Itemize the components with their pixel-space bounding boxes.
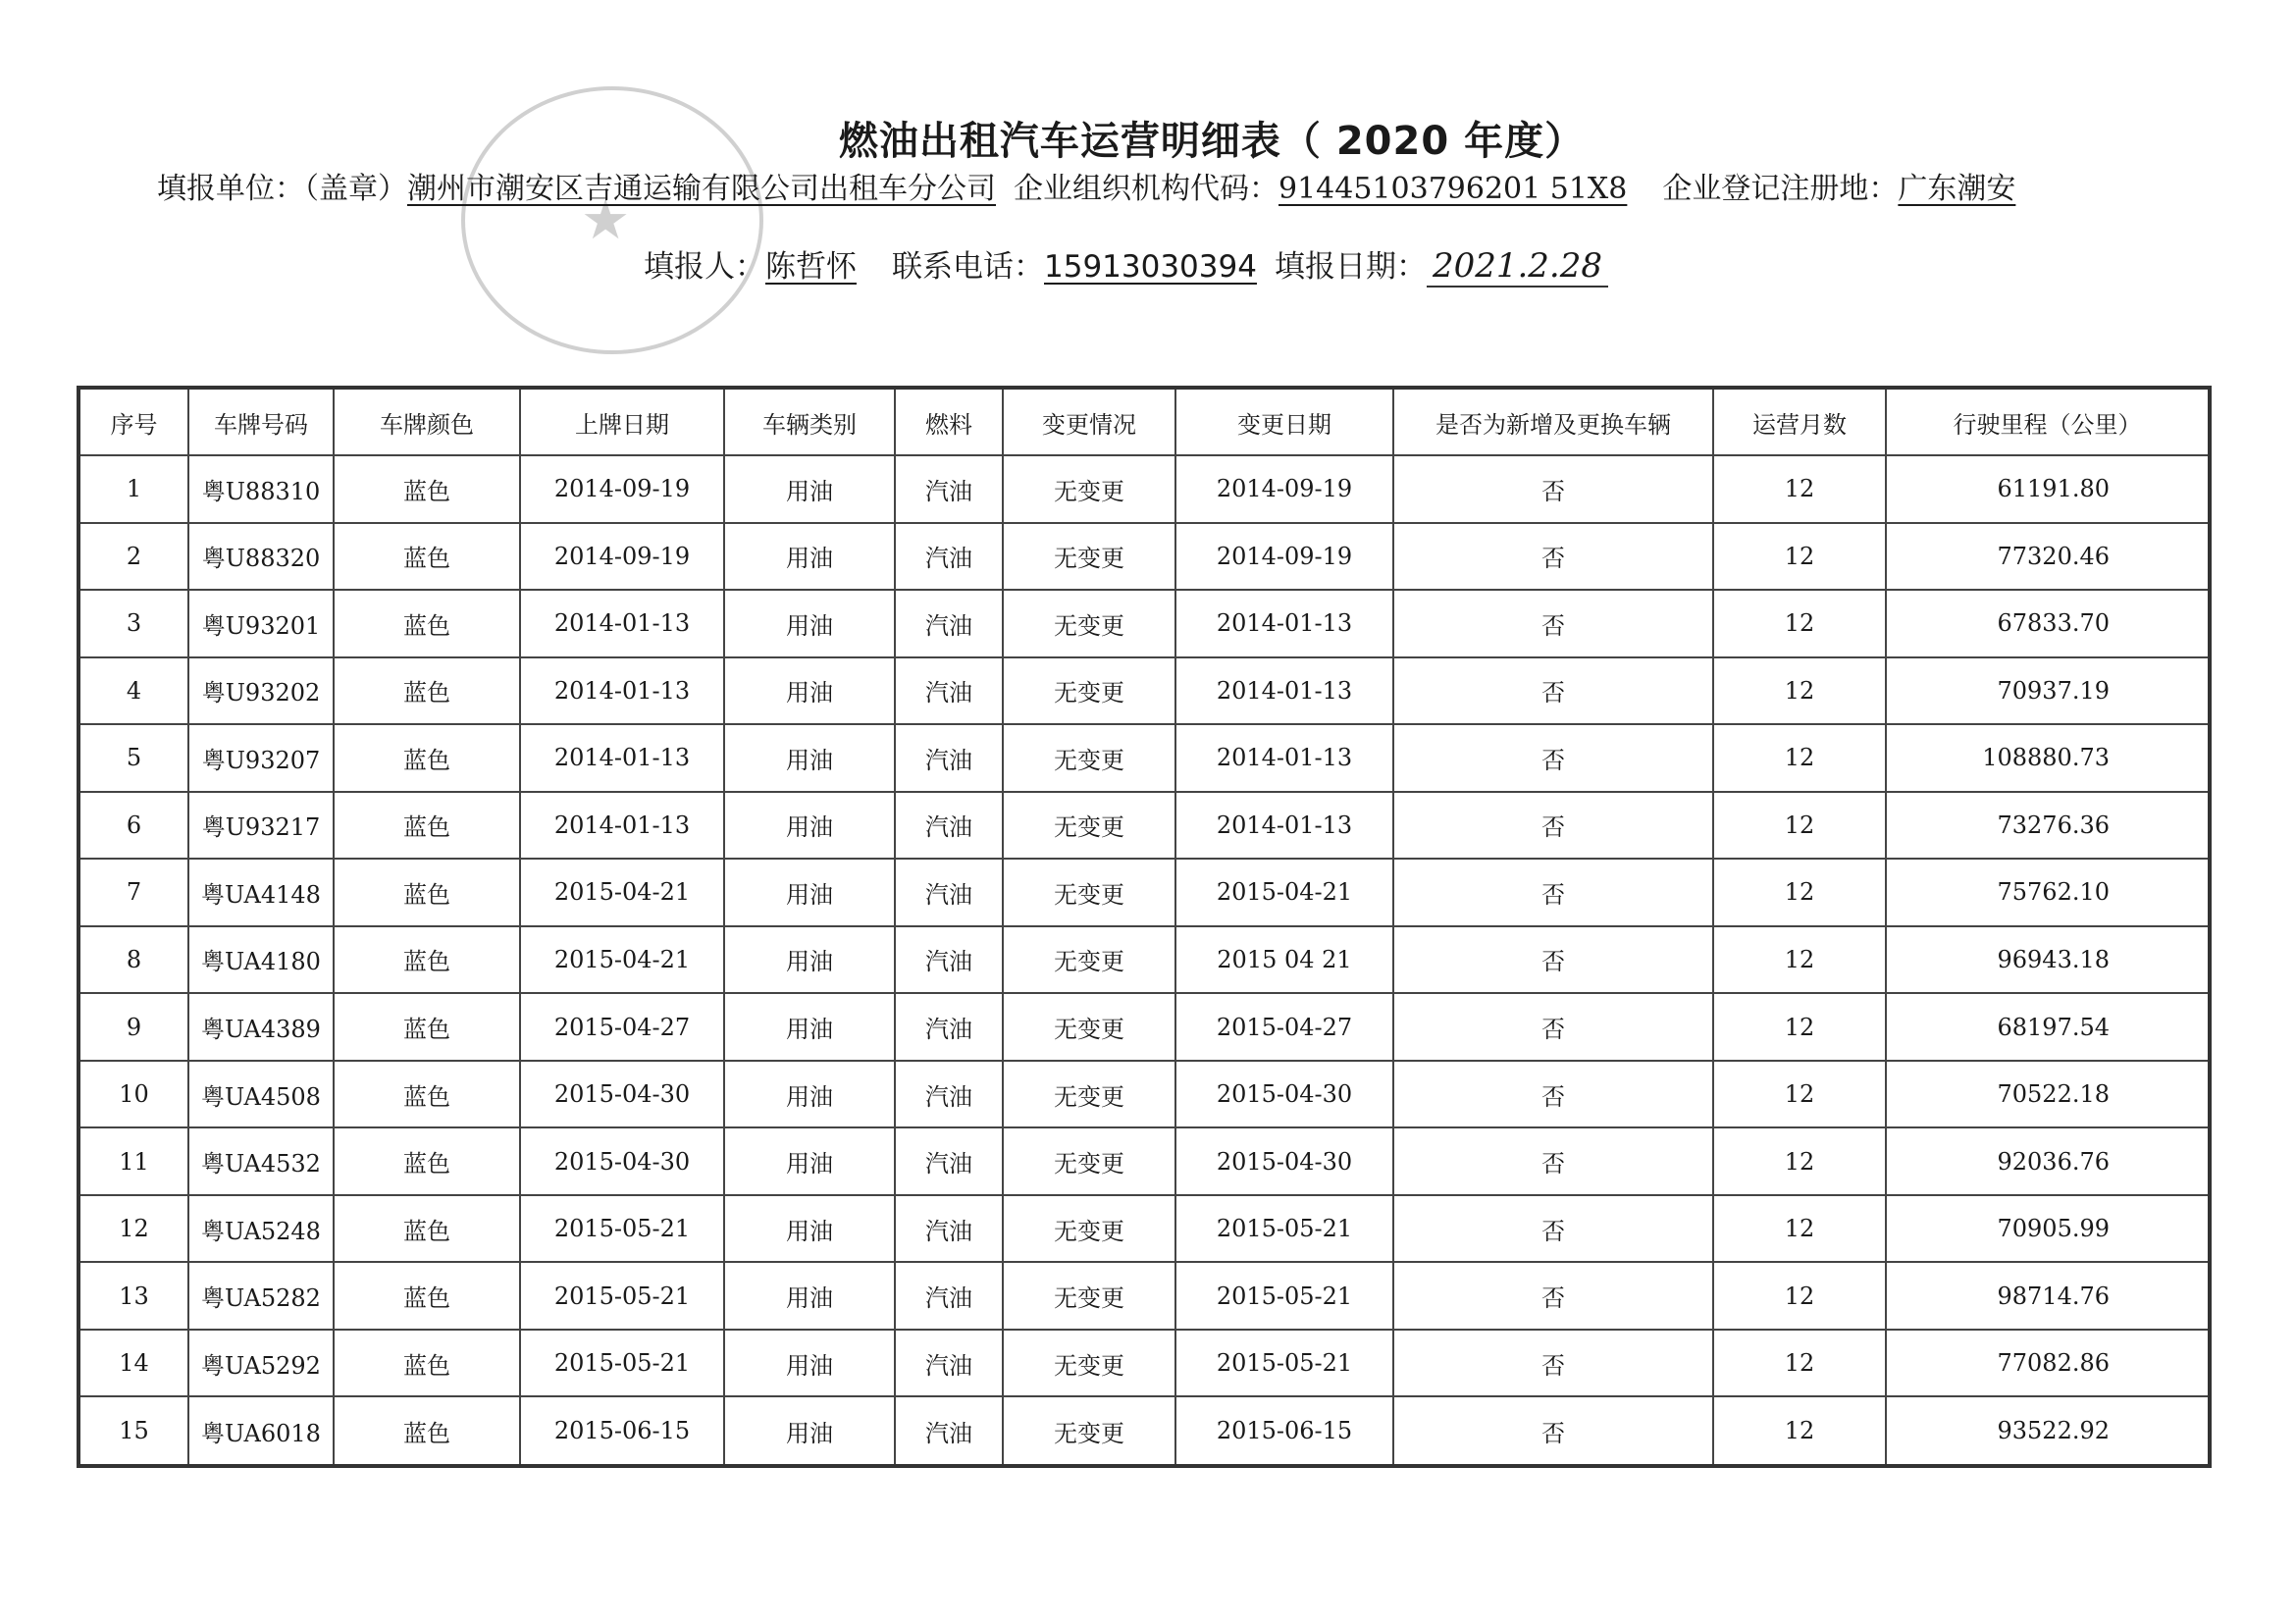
reg-place-label: 企业登记注册地： [1662,172,1899,206]
cell-col-vehicle-type: 用油 [724,657,895,725]
cell-col-mileage: 67833.70 [1886,590,2210,657]
cell-col-mileage: 75762.10 [1886,859,2210,926]
cell-col-operating-months: 12 [1713,724,1886,792]
header-reporter-line [644,241,1608,288]
cell-col-index: 13 [78,1262,188,1330]
cell-col-index: 6 [78,792,188,860]
cell-col-new-or-replaced: 否 [1393,1330,1713,1397]
cell-col-plate-color: 蓝色 [334,1127,520,1195]
cell-col-operating-months: 12 [1713,1061,1886,1128]
cell-col-index: 8 [78,926,188,994]
table-row [78,590,2210,657]
cell-col-change-date: 2015 04 21 [1175,926,1393,994]
cell-col-index: 5 [78,724,188,792]
cell-col-mileage: 68197.54 [1886,993,2210,1061]
cell-col-new-or-replaced: 否 [1393,1195,1713,1263]
cell-col-index: 4 [78,657,188,725]
cell-col-operating-months: 12 [1713,993,1886,1061]
cell-col-change-status: 无变更 [1003,724,1175,792]
cell-col-new-or-replaced: 否 [1393,926,1713,994]
cell-col-vehicle-type: 用油 [724,993,895,1061]
cell-col-change-date: 2014-01-13 [1175,657,1393,725]
cell-col-registration-date: 2015-04-27 [520,993,724,1061]
cell-col-new-or-replaced: 否 [1393,859,1713,926]
org-code-value: 91445103796201 51X8 [1278,172,1628,206]
reg-place-value: 广东潮安 [1898,172,2016,206]
cell-col-plate-number: 粤UA4532 [188,1127,334,1195]
cell-col-index: 14 [78,1330,188,1397]
cell-col-plate-color: 蓝色 [334,455,520,523]
cell-col-change-date: 2015-05-21 [1175,1330,1393,1397]
cell-col-index: 9 [78,993,188,1061]
cell-col-registration-date: 2015-05-21 [520,1195,724,1263]
cell-col-change-status: 无变更 [1003,455,1175,523]
cell-col-new-or-replaced: 否 [1393,724,1713,792]
cell-col-fuel: 汽油 [895,1330,1003,1397]
company-name: 潮州市潮安区吉通运输有限公司出租车分公司 [407,172,996,206]
cell-col-plate-color: 蓝色 [334,1262,520,1330]
cell-col-fuel: 汽油 [895,859,1003,926]
cell-col-operating-months: 12 [1713,657,1886,725]
table-row [78,657,2210,725]
cell-col-vehicle-type: 用油 [724,792,895,860]
reporter-name: 陈哲怀 [765,249,857,285]
table-row [78,859,2210,926]
operations-table [77,386,2212,1468]
cell-col-new-or-replaced: 否 [1393,455,1713,523]
header-col-change-date: 变更日期 [1175,388,1393,455]
table-row [78,1195,2210,1263]
cell-col-registration-date: 2015-04-30 [520,1127,724,1195]
header-col-new-or-replaced: 是否为新增及更换车辆 [1393,388,1713,455]
cell-col-fuel: 汽油 [895,926,1003,994]
cell-col-mileage: 93522.92 [1886,1396,2210,1466]
reporter-label: 填报人： [644,249,765,285]
header-col-registration-date: 上牌日期 [520,388,724,455]
cell-col-fuel: 汽油 [895,724,1003,792]
cell-col-fuel: 汽油 [895,590,1003,657]
cell-col-operating-months: 12 [1713,859,1886,926]
cell-col-plate-number: 粤U93207 [188,724,334,792]
cell-col-registration-date: 2014-01-13 [520,792,724,860]
cell-col-plate-number: 粤UA5292 [188,1330,334,1397]
cell-col-new-or-replaced: 否 [1393,1127,1713,1195]
cell-col-plate-number: 粤UA4148 [188,859,334,926]
document-title: 燃油出租汽车运营明细表（ 2020 年度） [838,119,1586,164]
table-row [78,1262,2210,1330]
table-row [78,792,2210,860]
cell-col-fuel: 汽油 [895,455,1003,523]
cell-col-plate-color: 蓝色 [334,590,520,657]
cell-col-vehicle-type: 用油 [724,523,895,591]
header-col-plate-color: 车牌颜色 [334,388,520,455]
header-col-index: 序号 [78,388,188,455]
table-row [78,1396,2210,1466]
cell-col-plate-number: 粤U93202 [188,657,334,725]
cell-col-fuel: 汽油 [895,1061,1003,1128]
cell-col-plate-color: 蓝色 [334,724,520,792]
cell-col-change-date: 2015-04-27 [1175,993,1393,1061]
cell-col-vehicle-type: 用油 [724,1195,895,1263]
table-row [78,1330,2210,1397]
cell-col-change-date: 2014-01-13 [1175,590,1393,657]
cell-col-change-date: 2015-05-21 [1175,1262,1393,1330]
cell-col-fuel: 汽油 [895,1195,1003,1263]
cell-col-vehicle-type: 用油 [724,1396,895,1466]
cell-col-plate-number: 粤U93201 [188,590,334,657]
unit-label: 填报单位： [157,172,304,206]
cell-col-mileage: 70905.99 [1886,1195,2210,1263]
cell-col-operating-months: 12 [1713,455,1886,523]
cell-col-index: 1 [78,455,188,523]
cell-col-registration-date: 2014-01-13 [520,724,724,792]
cell-col-plate-number: 粤UA6018 [188,1396,334,1466]
cell-col-fuel: 汽油 [895,1396,1003,1466]
cell-col-change-date: 2014-01-13 [1175,792,1393,860]
header-col-change-status: 变更情况 [1003,388,1175,455]
table-body [78,455,2210,1466]
table-row [78,523,2210,591]
date-label: 填报日期： [1274,249,1427,285]
cell-col-operating-months: 12 [1713,1262,1886,1330]
cell-col-plate-color: 蓝色 [334,792,520,860]
cell-col-vehicle-type: 用油 [724,859,895,926]
cell-col-change-date: 2015-05-21 [1175,1195,1393,1263]
cell-col-change-status: 无变更 [1003,1396,1175,1466]
cell-col-index: 12 [78,1195,188,1263]
cell-col-change-status: 无变更 [1003,1127,1175,1195]
cell-col-operating-months: 12 [1713,792,1886,860]
cell-col-fuel: 汽油 [895,792,1003,860]
cell-col-plate-color: 蓝色 [334,1396,520,1466]
cell-col-mileage: 73276.36 [1886,792,2210,860]
table-row [78,1061,2210,1128]
cell-col-change-status: 无变更 [1003,1262,1175,1330]
cell-col-change-date: 2015-04-30 [1175,1127,1393,1195]
cell-col-vehicle-type: 用油 [724,1061,895,1128]
cell-col-registration-date: 2015-05-21 [520,1330,724,1397]
cell-col-new-or-replaced: 否 [1393,1061,1713,1128]
cell-col-mileage: 77320.46 [1886,523,2210,591]
cell-col-operating-months: 12 [1713,926,1886,994]
cell-col-operating-months: 12 [1713,1195,1886,1263]
cell-col-new-or-replaced: 否 [1393,993,1713,1061]
header-company-line [157,164,2015,207]
cell-col-change-status: 无变更 [1003,1061,1175,1128]
header-col-mileage: 行驶里程（公里） [1886,388,2210,455]
cell-col-mileage: 77082.86 [1886,1330,2210,1397]
cell-col-fuel: 汽油 [895,657,1003,725]
table-row [78,455,2210,523]
cell-col-new-or-replaced: 否 [1393,1262,1713,1330]
cell-col-plate-color: 蓝色 [334,1195,520,1263]
cell-col-index: 10 [78,1061,188,1128]
cell-col-plate-color: 蓝色 [334,1330,520,1397]
header-col-fuel: 燃料 [895,388,1003,455]
cell-col-vehicle-type: 用油 [724,1127,895,1195]
table-row [78,724,2210,792]
cell-col-fuel: 汽油 [895,993,1003,1061]
cell-col-index: 3 [78,590,188,657]
cell-col-new-or-replaced: 否 [1393,590,1713,657]
table-row [78,926,2210,994]
cell-col-plate-number: 粤UA5248 [188,1195,334,1263]
cell-col-mileage: 96943.18 [1886,926,2210,994]
cell-col-new-or-replaced: 否 [1393,1396,1713,1466]
cell-col-registration-date: 2014-01-13 [520,590,724,657]
cell-col-operating-months: 12 [1713,1127,1886,1195]
cell-col-mileage: 70522.18 [1886,1061,2210,1128]
header-col-vehicle-type: 车辆类别 [724,388,895,455]
cell-col-registration-date: 2014-09-19 [520,523,724,591]
cell-col-operating-months: 12 [1713,1396,1886,1466]
cell-col-fuel: 汽油 [895,1127,1003,1195]
cell-col-mileage: 70937.19 [1886,657,2210,725]
cell-col-operating-months: 12 [1713,1330,1886,1397]
cell-col-change-date: 2014-09-19 [1175,455,1393,523]
cell-col-registration-date: 2014-09-19 [520,455,724,523]
cell-col-plate-number: 粤UA4180 [188,926,334,994]
cell-col-change-date: 2015-04-21 [1175,859,1393,926]
cell-col-plate-color: 蓝色 [334,657,520,725]
cell-col-index: 2 [78,523,188,591]
cell-col-plate-color: 蓝色 [334,926,520,994]
cell-col-index: 7 [78,859,188,926]
table-row [78,993,2210,1061]
cell-col-plate-number: 粤U88320 [188,523,334,591]
cell-col-vehicle-type: 用油 [724,590,895,657]
cell-col-change-date: 2014-01-13 [1175,724,1393,792]
cell-col-change-status: 无变更 [1003,523,1175,591]
header-col-plate-number: 车牌号码 [188,388,334,455]
cell-col-vehicle-type: 用油 [724,926,895,994]
org-code-label: 企业组织机构代码： [1014,172,1278,206]
table-header-row [78,388,2210,455]
cell-col-registration-date: 2015-04-30 [520,1061,724,1128]
cell-col-new-or-replaced: 否 [1393,792,1713,860]
cell-col-plate-number: 粤U93217 [188,792,334,860]
cell-col-plate-color: 蓝色 [334,523,520,591]
cell-col-operating-months: 12 [1713,590,1886,657]
cell-col-plate-color: 蓝色 [334,859,520,926]
cell-col-change-date: 2015-04-30 [1175,1061,1393,1128]
cell-col-registration-date: 2014-01-13 [520,657,724,725]
cell-col-mileage: 98714.76 [1886,1262,2210,1330]
cell-col-change-status: 无变更 [1003,1330,1175,1397]
cell-col-registration-date: 2015-04-21 [520,859,724,926]
cell-col-vehicle-type: 用油 [724,455,895,523]
cell-col-plate-number: 粤UA4508 [188,1061,334,1128]
cell-col-operating-months: 12 [1713,523,1886,591]
cell-col-plate-color: 蓝色 [334,993,520,1061]
cell-col-new-or-replaced: 否 [1393,523,1713,591]
cell-col-registration-date: 2015-04-21 [520,926,724,994]
cell-col-mileage: 61191.80 [1886,455,2210,523]
cell-col-change-status: 无变更 [1003,926,1175,994]
cell-col-plate-number: 粤UA5282 [188,1262,334,1330]
cell-col-plate-number: 粤UA4389 [188,993,334,1061]
cell-col-change-status: 无变更 [1003,657,1175,725]
seal-star-icon: ★ [581,188,631,252]
cell-col-index: 15 [78,1396,188,1466]
cell-col-registration-date: 2015-06-15 [520,1396,724,1466]
cell-col-change-date: 2015-06-15 [1175,1396,1393,1466]
phone-label: 联系电话： [892,249,1044,285]
phone-value: 15913030394 [1044,249,1257,285]
cell-col-fuel: 汽油 [895,1262,1003,1330]
cell-col-plate-color: 蓝色 [334,1061,520,1128]
cell-col-change-status: 无变更 [1003,792,1175,860]
cell-col-mileage: 92036.76 [1886,1127,2210,1195]
cell-col-vehicle-type: 用油 [724,1262,895,1330]
cell-col-registration-date: 2015-05-21 [520,1262,724,1330]
cell-col-change-date: 2014-09-19 [1175,523,1393,591]
cell-col-change-status: 无变更 [1003,1195,1175,1263]
cell-col-plate-number: 粤U88310 [188,455,334,523]
cell-col-mileage: 108880.73 [1886,724,2210,792]
stamp-label: （盖章） [304,172,407,206]
report-date-handwritten: 2021.2.28 [1427,246,1608,288]
table-row [78,1127,2210,1195]
cell-col-vehicle-type: 用油 [724,1330,895,1397]
header-col-operating-months: 运营月数 [1713,388,1886,455]
cell-col-change-status: 无变更 [1003,859,1175,926]
cell-col-index: 11 [78,1127,188,1195]
cell-col-change-status: 无变更 [1003,993,1175,1061]
cell-col-vehicle-type: 用油 [724,724,895,792]
cell-col-new-or-replaced: 否 [1393,657,1713,725]
cell-col-change-status: 无变更 [1003,590,1175,657]
cell-col-fuel: 汽油 [895,523,1003,591]
